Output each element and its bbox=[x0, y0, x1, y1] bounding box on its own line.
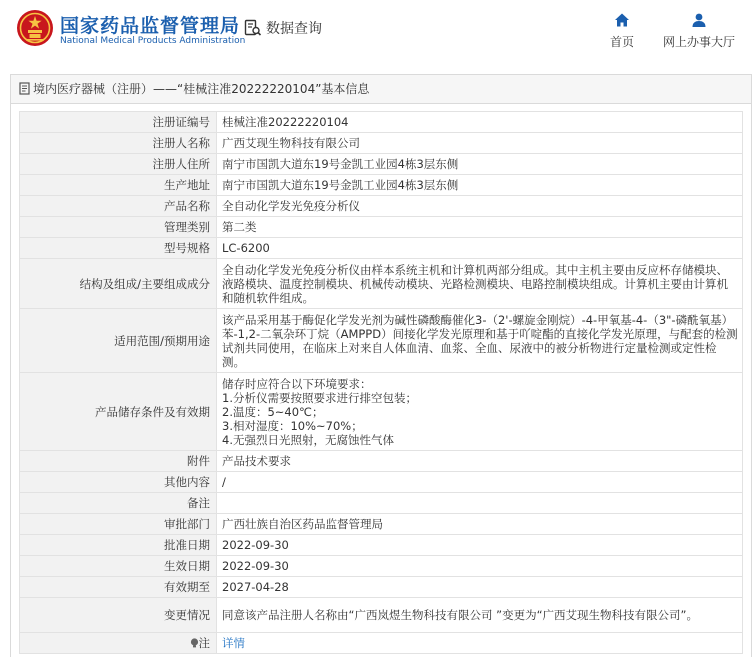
storage-line: 3.相对湿度：10%~70%； bbox=[222, 418, 363, 433]
brand-name-cn[interactable]: 国家药品监督管理局 bbox=[60, 15, 241, 37]
row-value: 南宁市国凯大道东19号金凯工业园4栋3层东侧 bbox=[217, 175, 743, 196]
row-value: 第二类 bbox=[217, 217, 743, 238]
table-row bbox=[20, 217, 743, 238]
bulb-icon bbox=[190, 638, 199, 648]
data-query-label: 数据查询 bbox=[266, 21, 322, 37]
row-value bbox=[217, 493, 743, 514]
nav-home-label: 首页 bbox=[609, 35, 634, 49]
info-table bbox=[19, 111, 743, 654]
row-label: 批准日期 bbox=[20, 535, 217, 556]
table-row bbox=[20, 196, 743, 217]
table-row bbox=[20, 493, 743, 514]
row-label: 产品名称 bbox=[20, 196, 217, 217]
table-row bbox=[20, 577, 743, 598]
detail-panel bbox=[10, 74, 752, 657]
row-value: 广西艾现生物科技有限公司 bbox=[217, 133, 743, 154]
national-emblem-icon bbox=[16, 9, 54, 47]
row-label: 注册人住所 bbox=[20, 154, 217, 175]
row-value: 产品技术要求 bbox=[217, 451, 743, 472]
table-row bbox=[20, 259, 743, 309]
row-value-details bbox=[217, 633, 743, 654]
nav-online-office[interactable] bbox=[660, 12, 738, 50]
table-row bbox=[20, 133, 743, 154]
row-value: 桂械注准20222220104 bbox=[217, 112, 743, 133]
row-label: 变更情况 bbox=[20, 598, 217, 633]
row-value: 2022-09-30 bbox=[217, 535, 743, 556]
row-value: 广西壮族自治区药品监督管理局 bbox=[217, 514, 743, 535]
home-icon bbox=[614, 12, 630, 28]
note-label: 注 bbox=[198, 636, 210, 650]
panel-title-text: 境内医疗器械（注册）——“桂械注准20222220104”基本信息 bbox=[33, 82, 370, 96]
row-value: / bbox=[217, 472, 743, 493]
storage-line: 储存时应符合以下环境要求： bbox=[222, 376, 372, 391]
user-icon bbox=[691, 12, 707, 28]
row-value-storage bbox=[217, 373, 743, 451]
storage-line: 2.温度：5~40℃； bbox=[222, 404, 324, 419]
document-icon bbox=[19, 82, 31, 95]
row-label: 有效期至 bbox=[20, 577, 217, 598]
table-row bbox=[20, 154, 743, 175]
row-label: 适用范围/预期用途 bbox=[20, 309, 217, 373]
table-row bbox=[20, 514, 743, 535]
data-query-title bbox=[244, 18, 322, 40]
table-row bbox=[20, 309, 743, 373]
table-row bbox=[20, 238, 743, 259]
row-value: 该产品采用基于酶促化学发光剂为碱性磷酸酶催化3-（2'-螺旋金刚烷）-4-甲氧基-4-（3"-磷酰氧基）苯-1,2-二氧杂环丁烷（AMPPD）间接化学发光原理和基于吖啶酯的直接化学发光原理，与配套的检测试剂共同使用，在临床上对来自人体血清、血浆、全血、尿液中的被分析物进行定量检测或定性检测。 bbox=[217, 309, 743, 373]
details-link[interactable]: 详情 bbox=[222, 636, 245, 650]
row-value: LC-6200 bbox=[217, 238, 743, 259]
row-value: 2022-09-30 bbox=[217, 556, 743, 577]
table-row bbox=[20, 373, 743, 451]
row-label: 产品储存条件及有效期 bbox=[20, 373, 217, 451]
row-value: 全自动化学发光免疫分析仪由样本系统主机和计算机两部分组成。其中主机主要由反应杯存储模块、液路模块、温度控制模块、机械传动模块、光路检测模块、电路控制模块组成。计算机主要由计算机和随机软件组成。 bbox=[217, 259, 743, 309]
table-row bbox=[20, 451, 743, 472]
nav-home[interactable] bbox=[605, 12, 639, 50]
row-label: 生产地址 bbox=[20, 175, 217, 196]
nav-online-office-label: 网上办事大厅 bbox=[662, 35, 735, 49]
row-value: 同意该产品注册人名称由“广西岚煜生物科技有限公司 ”变更为“广西艾现生物科技有限公司”。 bbox=[217, 598, 743, 633]
row-label: 结构及组成/主要组成成分 bbox=[20, 259, 217, 309]
row-value: 南宁市国凯大道东19号金凯工业园4栋3层东侧 bbox=[217, 154, 743, 175]
panel-title bbox=[11, 75, 751, 104]
storage-line: 1.分析仪需要按照要求进行排空包装； bbox=[222, 390, 417, 405]
table-row bbox=[20, 633, 743, 654]
row-value: 2027-04-28 bbox=[217, 577, 743, 598]
table-row bbox=[20, 175, 743, 196]
row-label: 审批部门 bbox=[20, 514, 217, 535]
table-row bbox=[20, 112, 743, 133]
row-label: 注册证编号 bbox=[20, 112, 217, 133]
table-row bbox=[20, 598, 743, 633]
storage-line: 4.无强烈日光照射，无腐蚀性气体 bbox=[222, 432, 394, 447]
row-label: 管理类别 bbox=[20, 217, 217, 238]
document-search-icon bbox=[244, 19, 262, 37]
table-row bbox=[20, 472, 743, 493]
row-label: 注册人名称 bbox=[20, 133, 217, 154]
site-header bbox=[0, 0, 752, 64]
table-row bbox=[20, 556, 743, 577]
row-label: 附件 bbox=[20, 451, 217, 472]
row-label: 型号规格 bbox=[20, 238, 217, 259]
row-label: 备注 bbox=[20, 493, 217, 514]
row-value: 全自动化学发光免疫分析仪 bbox=[217, 196, 743, 217]
row-label: 生效日期 bbox=[20, 556, 217, 577]
brand-name-en[interactable]: National Medical Products Administration bbox=[60, 36, 246, 46]
table-row bbox=[20, 535, 743, 556]
row-label-note bbox=[20, 633, 217, 654]
row-label: 其他内容 bbox=[20, 472, 217, 493]
